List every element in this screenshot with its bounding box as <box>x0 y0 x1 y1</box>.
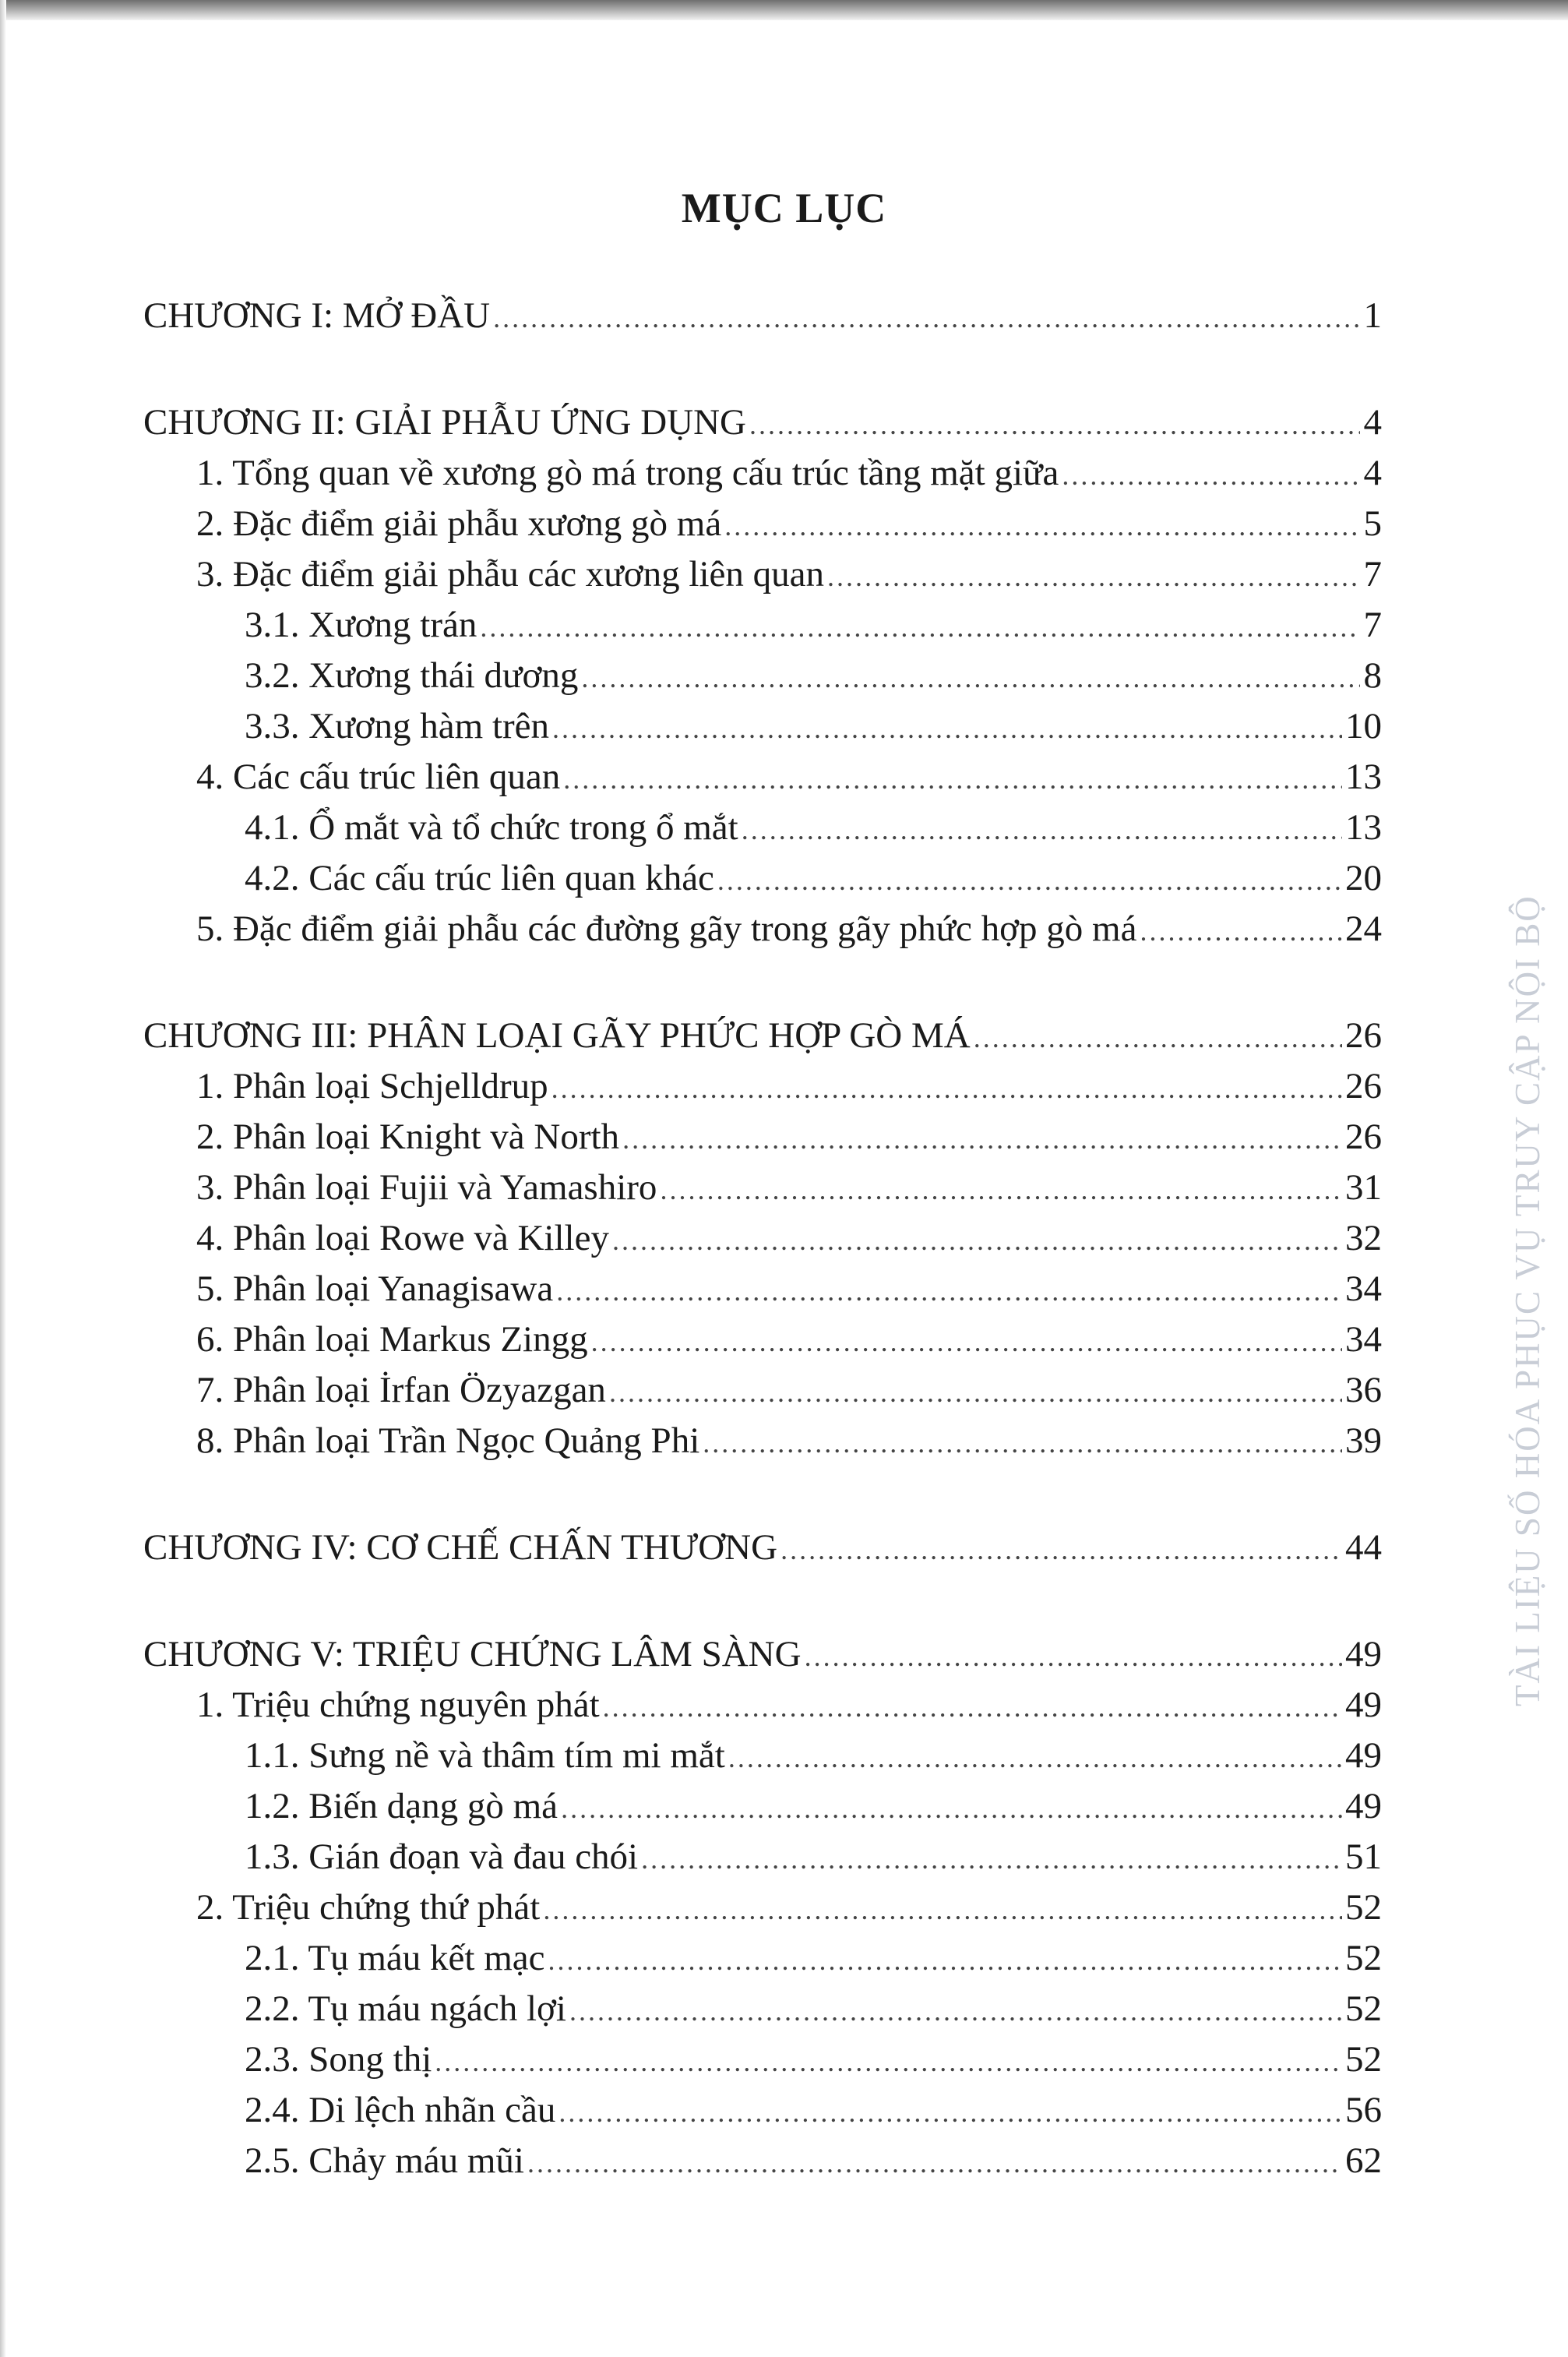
toc-section <box>143 1420 1382 1470</box>
toc-page-number: 1 <box>1363 295 1382 336</box>
toc-section <box>143 1684 1382 1734</box>
toc-page-number: 34 <box>1345 1319 1382 1360</box>
toc-entry-text: 8. Phân loại Trần Ngọc Quảng Phi <box>196 1420 700 1461</box>
toc-leader-dots <box>974 1021 1342 1054</box>
toc-leader-dots <box>827 560 1360 593</box>
toc-entry-text: 2.2. Tụ máu ngách lợi <box>245 1988 566 2029</box>
toc-entry-text: 4.2. Các cấu trúc liên quan khác <box>245 858 714 898</box>
toc-leader-dots <box>780 1533 1342 1566</box>
toc-leader-dots <box>717 864 1342 897</box>
page-top-edge <box>0 0 1568 20</box>
toc-chapter-3 <box>143 1014 1382 1065</box>
toc-subsection <box>143 1937 1382 1988</box>
toc-section <box>143 1318 1382 1369</box>
toc-entry-text: 7. Phân loại İrfan Özyazgan <box>196 1370 606 1410</box>
toc-section <box>143 503 1382 553</box>
toc-page-number: 52 <box>1345 1988 1382 2029</box>
toc-page-number: 24 <box>1345 909 1382 949</box>
toc-entry-text: 1. Triệu chứng nguyên phát <box>196 1685 600 1725</box>
toc-page-number: 5 <box>1363 503 1382 544</box>
page-title: MỤC LỤC <box>681 185 887 231</box>
toc-page-number: 26 <box>1345 1117 1382 1157</box>
toc-entry-text: 5. Phân loại Yanagisawa <box>196 1268 554 1309</box>
toc-leader-dots <box>435 2045 1342 2078</box>
toc-page-number: 7 <box>1363 554 1382 595</box>
toc-section <box>143 1217 1382 1268</box>
toc-page-number: 4 <box>1363 453 1382 493</box>
toc-section <box>143 452 1382 503</box>
toc-subsection <box>143 705 1382 756</box>
toc-chapter-5 <box>143 1633 1382 1684</box>
toc-page-number: 52 <box>1345 1938 1382 1978</box>
toc-leader-dots <box>548 1944 1342 1977</box>
toc-entry-text: 2.1. Tụ máu kết mạc <box>245 1938 545 1978</box>
toc-entry-text: 4. Phân loại Rowe và Killey <box>196 1218 609 1258</box>
toc-entry-text: 1.1. Sưng nề và thâm tím mi mắt <box>245 1735 725 1776</box>
toc-leader-dots <box>728 1741 1342 1774</box>
toc-page-number: 26 <box>1345 1015 1382 1056</box>
toc-section <box>143 1886 1382 1937</box>
page-left-edge <box>0 0 6 2357</box>
toc-entry-text: 4.1. Ổ mắt và tổ chức trong ổ mắt <box>245 807 738 848</box>
toc-page-number: 13 <box>1345 757 1382 797</box>
toc-entry-text: 3.1. Xương trán <box>245 605 477 645</box>
toc-page-number: 8 <box>1363 655 1382 696</box>
toc-subsection <box>143 2089 1382 2140</box>
toc-chapter-1 <box>143 295 1382 345</box>
toc-subsection <box>143 2038 1382 2089</box>
toc-leader-dots <box>660 1173 1342 1206</box>
toc-entry-text: 2. Triệu chứng thứ phát <box>196 1887 541 1928</box>
toc-page-number: 52 <box>1345 1887 1382 1928</box>
toc-subsection <box>143 1836 1382 1886</box>
toc-leader-dots <box>480 611 1360 644</box>
toc-entry-text: 3. Phân loại Fujii và Yamashiro <box>196 1167 657 1208</box>
toc-page-number: 49 <box>1345 1735 1382 1776</box>
toc-leader-dots <box>569 1995 1342 2027</box>
toc-leader-dots <box>563 763 1342 796</box>
toc-page-number: 13 <box>1345 807 1382 848</box>
toc-page-number: 31 <box>1345 1167 1382 1208</box>
table-of-contents <box>143 295 1382 2190</box>
toc-page-number: 39 <box>1345 1420 1382 1461</box>
toc-entry-text: CHƯƠNG III: PHÂN LOẠI GÃY PHỨC HỢP GÒ MÁ <box>143 1015 971 1056</box>
toc-leader-dots <box>742 813 1342 846</box>
toc-leader-dots <box>552 712 1342 745</box>
toc-leader-dots <box>805 1640 1342 1673</box>
toc-leader-dots <box>612 1224 1342 1257</box>
toc-entry-text: CHƯƠNG IV: CƠ CHẾ CHẤN THƯƠNG <box>143 1527 778 1568</box>
toc-page-number: 51 <box>1345 1837 1382 1877</box>
toc-leader-dots <box>493 302 1360 334</box>
toc-leader-dots <box>1140 915 1342 947</box>
toc-entry-text: 3.2. Xương thái dương <box>245 655 579 696</box>
toc-entry-text: CHƯƠNG II: GIẢI PHẪU ỨNG DỤNG <box>143 402 746 443</box>
toc-entry-text: 1.2. Biến dạng gò má <box>245 1786 558 1826</box>
toc-entry-text: 2. Phân loại Knight và North <box>196 1117 620 1157</box>
toc-subsection <box>143 1734 1382 1785</box>
toc-leader-dots <box>703 1427 1342 1459</box>
toc-entry-text: 3. Đặc điểm giải phẫu các xương liên quan <box>196 554 824 595</box>
toc-entry-text: CHƯƠNG V: TRIỆU CHỨNG LÂM SÀNG <box>143 1634 802 1674</box>
toc-subsection <box>143 857 1382 908</box>
toc-section <box>143 908 1382 958</box>
toc-section <box>143 1116 1382 1166</box>
toc-leader-dots <box>603 1691 1342 1724</box>
toc-section <box>143 756 1382 806</box>
toc-section <box>143 1268 1382 1318</box>
toc-entry-text: 1. Phân loại Schjelldrup <box>196 1066 548 1106</box>
toc-chapter-2 <box>143 401 1382 452</box>
toc-page-number: 10 <box>1345 706 1382 746</box>
toc-leader-dots <box>556 1275 1342 1307</box>
toc-page-number: 7 <box>1363 605 1382 645</box>
toc-page-number: 32 <box>1345 1218 1382 1258</box>
toc-page-number: 49 <box>1345 1685 1382 1725</box>
toc-leader-dots <box>543 1893 1342 1926</box>
toc-page-number: 36 <box>1345 1370 1382 1410</box>
toc-page-number: 49 <box>1345 1786 1382 1826</box>
toc-leader-dots <box>749 408 1360 441</box>
toc-leader-dots <box>561 1792 1342 1825</box>
toc-leader-dots <box>581 662 1360 694</box>
toc-entry-text: 5. Đặc điểm giải phẫu các đường gãy trong gãy phức hợp gò má <box>196 909 1137 949</box>
toc-entry-text: 6. Phân loại Markus Zingg <box>196 1319 588 1360</box>
toc-section <box>143 1369 1382 1420</box>
toc-page-number: 26 <box>1345 1066 1382 1106</box>
toc-subsection <box>143 806 1382 857</box>
toc-leader-dots <box>641 1843 1342 1875</box>
toc-section <box>143 1166 1382 1217</box>
toc-leader-dots <box>551 1072 1342 1105</box>
toc-entry-text: 1. Tổng quan về xương gò má trong cấu trúc tầng mặt giữa <box>196 453 1059 493</box>
toc-subsection <box>143 604 1382 655</box>
toc-leader-dots <box>558 2096 1342 2129</box>
toc-page-number: 20 <box>1345 858 1382 898</box>
toc-leader-dots <box>609 1376 1342 1409</box>
toc-page-number: 49 <box>1345 1634 1382 1674</box>
toc-entry-text: 2.4. Di lệch nhãn cầu <box>245 2090 556 2130</box>
toc-page-number: 44 <box>1345 1527 1382 1568</box>
toc-page-number: 62 <box>1345 2140 1382 2181</box>
toc-subsection <box>143 655 1382 705</box>
toc-section <box>143 553 1382 604</box>
toc-entry-text: CHƯƠNG I: MỞ ĐẦU <box>143 295 491 336</box>
watermark-text: TÀI LIỆU SỐ HÓA PHỤC VỤ TRUY CẬP NỘI BỘ <box>1508 894 1547 1706</box>
toc-entry-text: 2.5. Chảy máu mũi <box>245 2140 524 2181</box>
toc-leader-dots <box>724 510 1360 542</box>
toc-subsection <box>143 2140 1382 2190</box>
toc-page-number: 52 <box>1345 2039 1382 2080</box>
toc-leader-dots <box>622 1123 1342 1156</box>
toc-page-number: 4 <box>1363 402 1382 443</box>
toc-page-number: 56 <box>1345 2090 1382 2130</box>
toc-chapter-4 <box>143 1526 1382 1577</box>
toc-entry-text: 1.3. Gián đoạn và đau chói <box>245 1837 639 1877</box>
toc-page-number: 34 <box>1345 1268 1382 1309</box>
toc-leader-dots <box>1062 459 1360 492</box>
toc-entry-text: 2. Đặc điểm giải phẫu xương gò má <box>196 503 722 544</box>
toc-section <box>143 1065 1382 1116</box>
toc-subsection <box>143 1988 1382 2038</box>
toc-subsection <box>143 1785 1382 1836</box>
toc-entry-text: 4. Các cấu trúc liên quan <box>196 757 561 797</box>
toc-entry-text: 3.3. Xương hàm trên <box>245 706 550 746</box>
toc-leader-dots <box>527 2147 1342 2179</box>
toc-entry-text: 2.3. Song thị <box>245 2039 432 2080</box>
toc-leader-dots <box>591 1325 1342 1358</box>
